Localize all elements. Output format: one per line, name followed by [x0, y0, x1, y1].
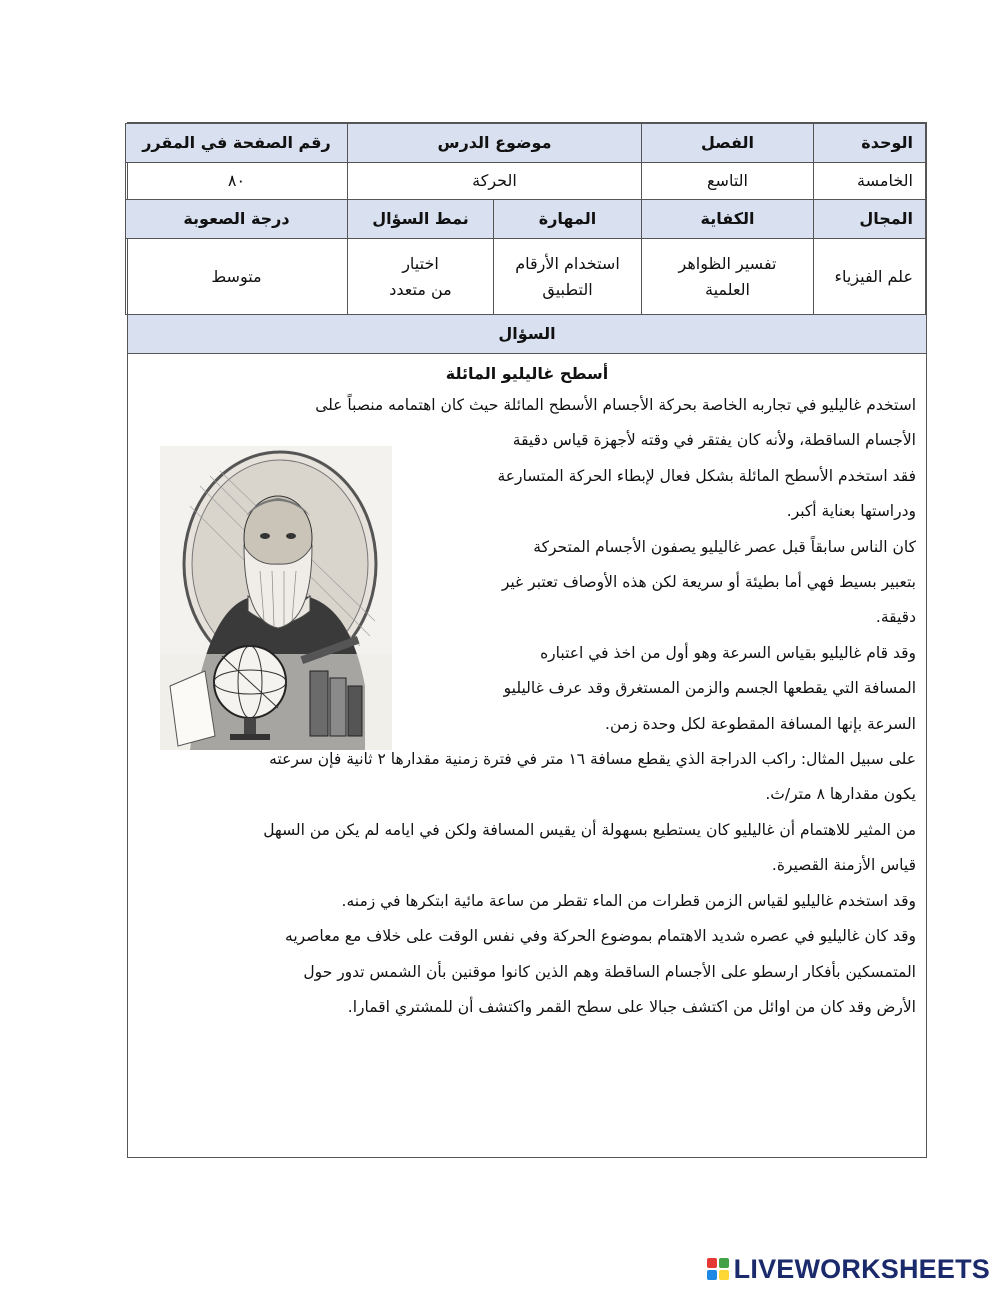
header-chapter: الفصل — [642, 124, 814, 163]
value-skill-line1: استخدام الأرقام — [515, 253, 620, 273]
value-competency-line2: العلمية — [705, 279, 750, 299]
text-line: ودراستها بعناية أكبر. — [786, 502, 916, 521]
value-domain: علم الفيزياء — [814, 239, 926, 315]
text-line: وقد استخدم غاليليو لقياس الزمن قطرات من الماء تقطر من ساعة مائية ابتكرها في زمنه. — [341, 891, 916, 910]
question-header: السؤال — [128, 315, 926, 354]
text-line: الأجسام الساقطة، ولأنه كان يفتقر في وقته لأجهزة قياس دقيقة — [512, 431, 916, 450]
header-skill: المهارة — [494, 200, 642, 239]
paragraph-top — [138, 388, 916, 423]
text-line: قياس الأزمنة القصيرة. — [771, 856, 916, 875]
text-line: المتمسكين بأفكار ارسطو على الأجسام الساقطة وهم الذين كانوا موقنين بأن الشمس تدور حول — [303, 962, 916, 981]
value-page: ٨٠ — [125, 163, 347, 200]
galileo-portrait-image — [160, 446, 392, 750]
header-page: رقم الصفحة في المقرر — [125, 124, 347, 163]
text-line: كان الناس سابقاً قبل عصر غاليليو يصفون الأجسام المتحركة — [533, 537, 916, 556]
question-title: أسطح غاليليو المائلة — [445, 364, 609, 383]
value-competency — [642, 239, 814, 315]
value-competency-line1: تفسير الظواهر — [678, 253, 777, 273]
paragraph-beside-image — [408, 423, 916, 742]
liveworksheets-logo-icon — [707, 1258, 729, 1280]
header-topic: موضوع الدرس — [347, 124, 641, 163]
value-chapter: التاسع — [642, 163, 814, 200]
value-topic: الحركة — [347, 163, 641, 200]
header-unit: الوحدة — [814, 124, 926, 163]
question-body — [128, 354, 926, 1025]
value-question-type — [347, 239, 493, 315]
text-line: وقد قام غاليليو بقياس السرعة وهو أول من اخذ في اعتباره — [540, 643, 916, 662]
header-competency: الكفاية — [642, 200, 814, 239]
header-difficulty: درجة الصعوبة — [125, 200, 347, 239]
value-skill — [494, 239, 642, 315]
value-unit: الخامسة — [814, 163, 926, 200]
text-line: المسافة التي يقطعها الجسم والزمن المستغرق وقد عرف غاليليو — [503, 679, 916, 698]
text-line: الأرض وقد كان من اوائل من اكتشف جبالا على سطح القمر واكتشف أن للمشتري اقمارا. — [347, 997, 916, 1016]
lesson-info-table — [125, 123, 926, 315]
text-line: السرعة بإنها المسافة المقطوعة لكل وحدة زمن. — [605, 714, 916, 733]
value-question-type-line2: من متعدد — [389, 279, 452, 299]
text-line: يكون مقدارها ٨ متر/ث. — [765, 785, 916, 804]
header-domain: المجال — [814, 200, 926, 239]
header-question-type: نمط السؤال — [347, 200, 493, 239]
text-line: استخدم غاليليو في تجاربه الخاصة بحركة الأجسام الأسطح المائلة حيث كان اهتمامه منصباً على — [315, 396, 916, 414]
value-question-type-line1: اختيار — [402, 253, 439, 273]
text-line: بتعبير بسيط فهي أما بطيئة أو سريعة لكن هذه الأوصاف تعتبر غير — [501, 573, 916, 592]
liveworksheets-wordmark: LIVEWORKSHEETS — [733, 1253, 990, 1284]
paragraph-bottom — [138, 742, 916, 1025]
liveworksheets-brand — [707, 1252, 990, 1286]
worksheet-card — [127, 122, 927, 1158]
text-line: من المثير للاهتمام أن غاليليو كان يستطيع بسهولة أن يقيس المسافة ولكن في ايامه لم يكن من السهل — [263, 820, 916, 839]
value-difficulty: متوسط — [125, 239, 347, 315]
text-line: فقد استخدم الأسطح المائلة بشكل فعال لإبطاء الحركة المتسارعة — [497, 466, 916, 485]
text-line: وقد كان غاليليو في عصره شديد الاهتمام بموضوع الحركة وفي نفس الوقت على خلاف مع معاصريه — [285, 927, 916, 946]
value-skill-line2: التطبيق — [542, 279, 593, 299]
text-line: دقيقة. — [875, 608, 916, 627]
text-line: على سبيل المثال: راكب الدراجة الذي يقطع مسافة ١٦ متر في فترة زمنية مقدارها ٢ ثانية فإن سرعته — [269, 750, 916, 769]
